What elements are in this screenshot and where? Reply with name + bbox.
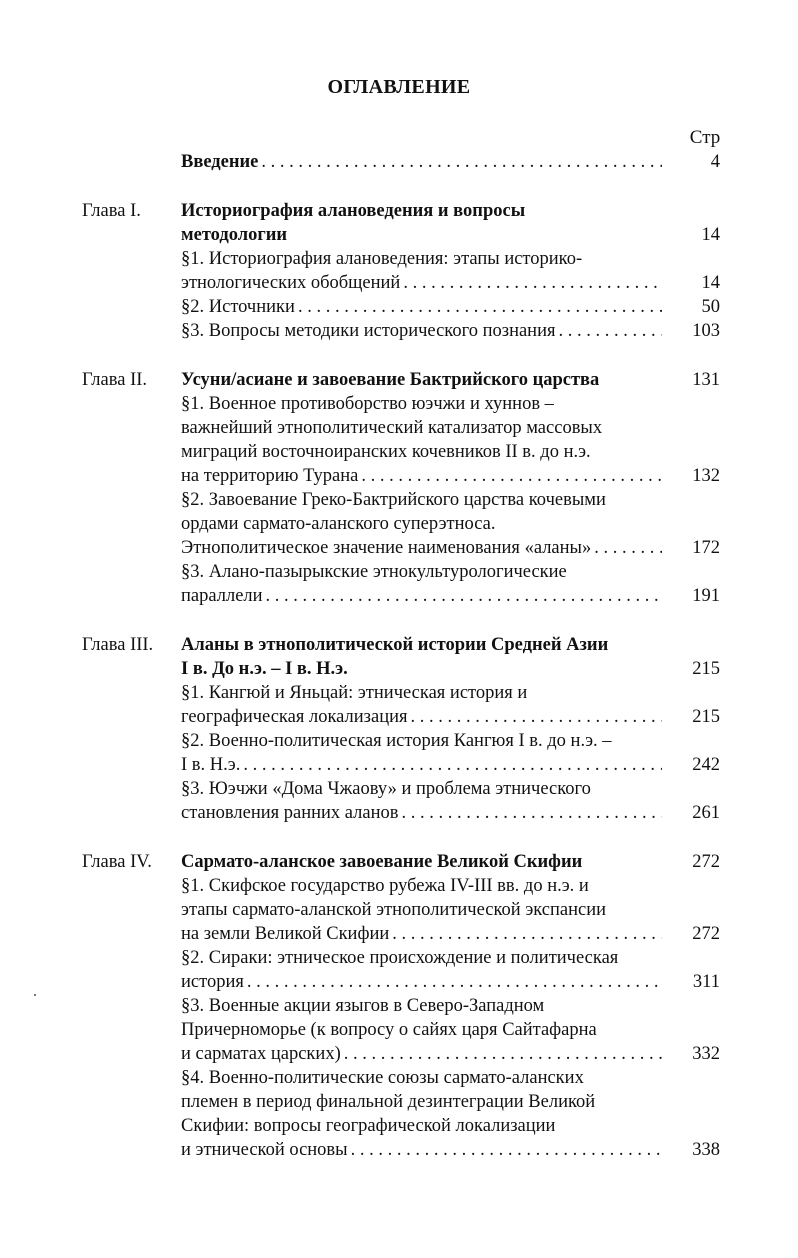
toc-entry-section[interactable]: [181, 536, 662, 560]
toc-entry-section[interactable]: [181, 970, 662, 994]
section-title[interactable]: ордами сармато-аланского суперэтноса.: [181, 514, 496, 534]
toc-entry-section[interactable]: [181, 922, 662, 946]
page-number: 272: [692, 924, 720, 944]
toc-entry-section[interactable]: [181, 584, 662, 608]
page-number: 191: [692, 586, 720, 606]
chapter-label: Глава II.: [82, 370, 148, 390]
leader-dots: [258, 150, 662, 174]
section-title[interactable]: §2. Завоевание Греко-Бактрийского царства кочевыми: [181, 490, 606, 510]
leader-dots: [341, 1042, 662, 1066]
section-title[interactable]: §1. Военное противоборство юэчжи и хуннов –: [181, 394, 554, 414]
page-number: 261: [692, 803, 720, 823]
page-column-header: Стр: [689, 127, 721, 148]
leader-dots: [263, 584, 662, 608]
section-title[interactable]: §2. Военно-политическая история Кангюя I в. до н.э. –: [181, 731, 612, 751]
section-title[interactable]: §3. Алано-пазырыкские этнокультурологические: [181, 562, 567, 582]
chapter-title[interactable]: Аланы в этнополитической истории Средней Азии: [181, 635, 609, 655]
section-title: на территорию Турана: [181, 466, 359, 486]
toc-entry-section[interactable]: [181, 464, 662, 488]
section-title[interactable]: племен в период финальной дезинтеграции Великой: [181, 1092, 596, 1112]
leader-dots: [399, 801, 663, 825]
page-number: 103: [692, 321, 720, 341]
page-number: 338: [692, 1140, 720, 1160]
toc-entry-section[interactable]: [181, 705, 662, 729]
toc-entry-section[interactable]: [181, 801, 662, 825]
leader-dots: [408, 705, 662, 729]
toc-entry-section[interactable]: [181, 319, 662, 343]
chapter-title[interactable]: Историография алановедения и вопросы: [181, 201, 526, 221]
page-number: 332: [692, 1044, 720, 1064]
section-title[interactable]: §3. Военные акции языгов в Северо-Западном: [181, 996, 545, 1016]
section-title[interactable]: Скифии: вопросы географической локализации: [181, 1116, 556, 1136]
toc-entry-section[interactable]: [181, 1138, 662, 1162]
section-title: географическая локализация: [181, 707, 408, 727]
leader-dots: [591, 536, 662, 560]
page-number: 311: [692, 972, 720, 992]
page-number: 215: [692, 707, 720, 727]
page-number: 272: [692, 852, 720, 872]
page-number: 215: [692, 659, 720, 679]
chapter-title[interactable]: Сармато-аланское завоевание Великой Скифии: [181, 852, 583, 872]
toc-entry-intro[interactable]: [181, 150, 662, 174]
section-title: на земли Великой Скифии: [181, 924, 390, 944]
section-title: параллели: [181, 586, 263, 606]
section-title[interactable]: важнейший этнополитический катализатор массовых: [181, 418, 603, 438]
page-number: 14: [701, 225, 720, 245]
section-title[interactable]: этапы сармато-аланской этнополитической экспансии: [181, 900, 607, 920]
page-number: 242: [692, 755, 720, 775]
section-title[interactable]: миграций восточноиранских кочевников II в. до н.э.: [181, 442, 591, 462]
toc-entry-section[interactable]: [181, 295, 662, 319]
leader-dots: [389, 922, 662, 946]
toc-entry-section[interactable]: [181, 753, 662, 777]
section-title: история: [181, 972, 244, 992]
page-title: ОГЛАВЛЕНИЕ: [327, 76, 471, 98]
chapter-label: Глава IV.: [82, 852, 152, 872]
section-title: Этнополитическое значение наименования «аланы»: [181, 538, 592, 558]
section-title[interactable]: §2. Сираки: этническое происхождение и политическая: [181, 948, 619, 968]
section-title: §2. Источники: [181, 297, 295, 317]
section-title[interactable]: §1. Кангюй и Яньцай: этническая история и: [181, 683, 528, 703]
leader-dots: [556, 319, 663, 343]
leader-dots: [400, 271, 662, 295]
leader-dots: [240, 753, 662, 777]
section-title[interactable]: §1. Скифское государство рубежа IV-III вв. до н.э. и: [181, 876, 589, 896]
page-number: 14: [701, 273, 720, 293]
section-title[interactable]: Причерноморье (к вопросу о сайях царя Сайтафарна: [181, 1020, 597, 1040]
leader-dots: [244, 970, 662, 994]
chapter-title[interactable]: I в. До н.э. – I в. Н.э.: [181, 659, 348, 679]
chapter-title[interactable]: методологии: [181, 225, 288, 245]
section-title: этнологических обобщений: [181, 273, 401, 293]
page-number: 4: [710, 152, 720, 172]
page-number: 50: [701, 297, 720, 317]
page-number: 131: [692, 370, 720, 390]
page-number: 132: [692, 466, 720, 486]
section-title: и этнической основы: [181, 1140, 348, 1160]
section-title: §3. Вопросы методики исторического познания: [181, 321, 556, 341]
chapter-title[interactable]: Усуни/асиане и завоевание Бактрийского царства: [181, 370, 600, 390]
section-title: становления ранних аланов: [181, 803, 399, 823]
section-title[interactable]: §1. Историография алановедения: этапы историко-: [181, 249, 583, 269]
section-title[interactable]: §3. Юэчжи «Дома Чжаову» и проблема этнического: [181, 779, 591, 799]
scan-speck: [34, 994, 36, 996]
chapter-label: Глава III.: [82, 635, 154, 655]
section-title: I в. Н.э.: [181, 755, 241, 775]
leader-dots: [358, 464, 662, 488]
toc-entry-section[interactable]: [181, 1042, 662, 1066]
page-number: 172: [692, 538, 720, 558]
leader-dots: [295, 295, 662, 319]
leader-dots: [348, 1138, 662, 1162]
section-title: и сарматах царских): [181, 1044, 341, 1064]
toc-entry-section[interactable]: [181, 271, 662, 295]
toc-entry-label: Введение: [181, 152, 259, 172]
section-title[interactable]: §4. Военно-политические союзы сармато-аланских: [181, 1068, 584, 1088]
chapter-label: Глава I.: [82, 201, 141, 221]
